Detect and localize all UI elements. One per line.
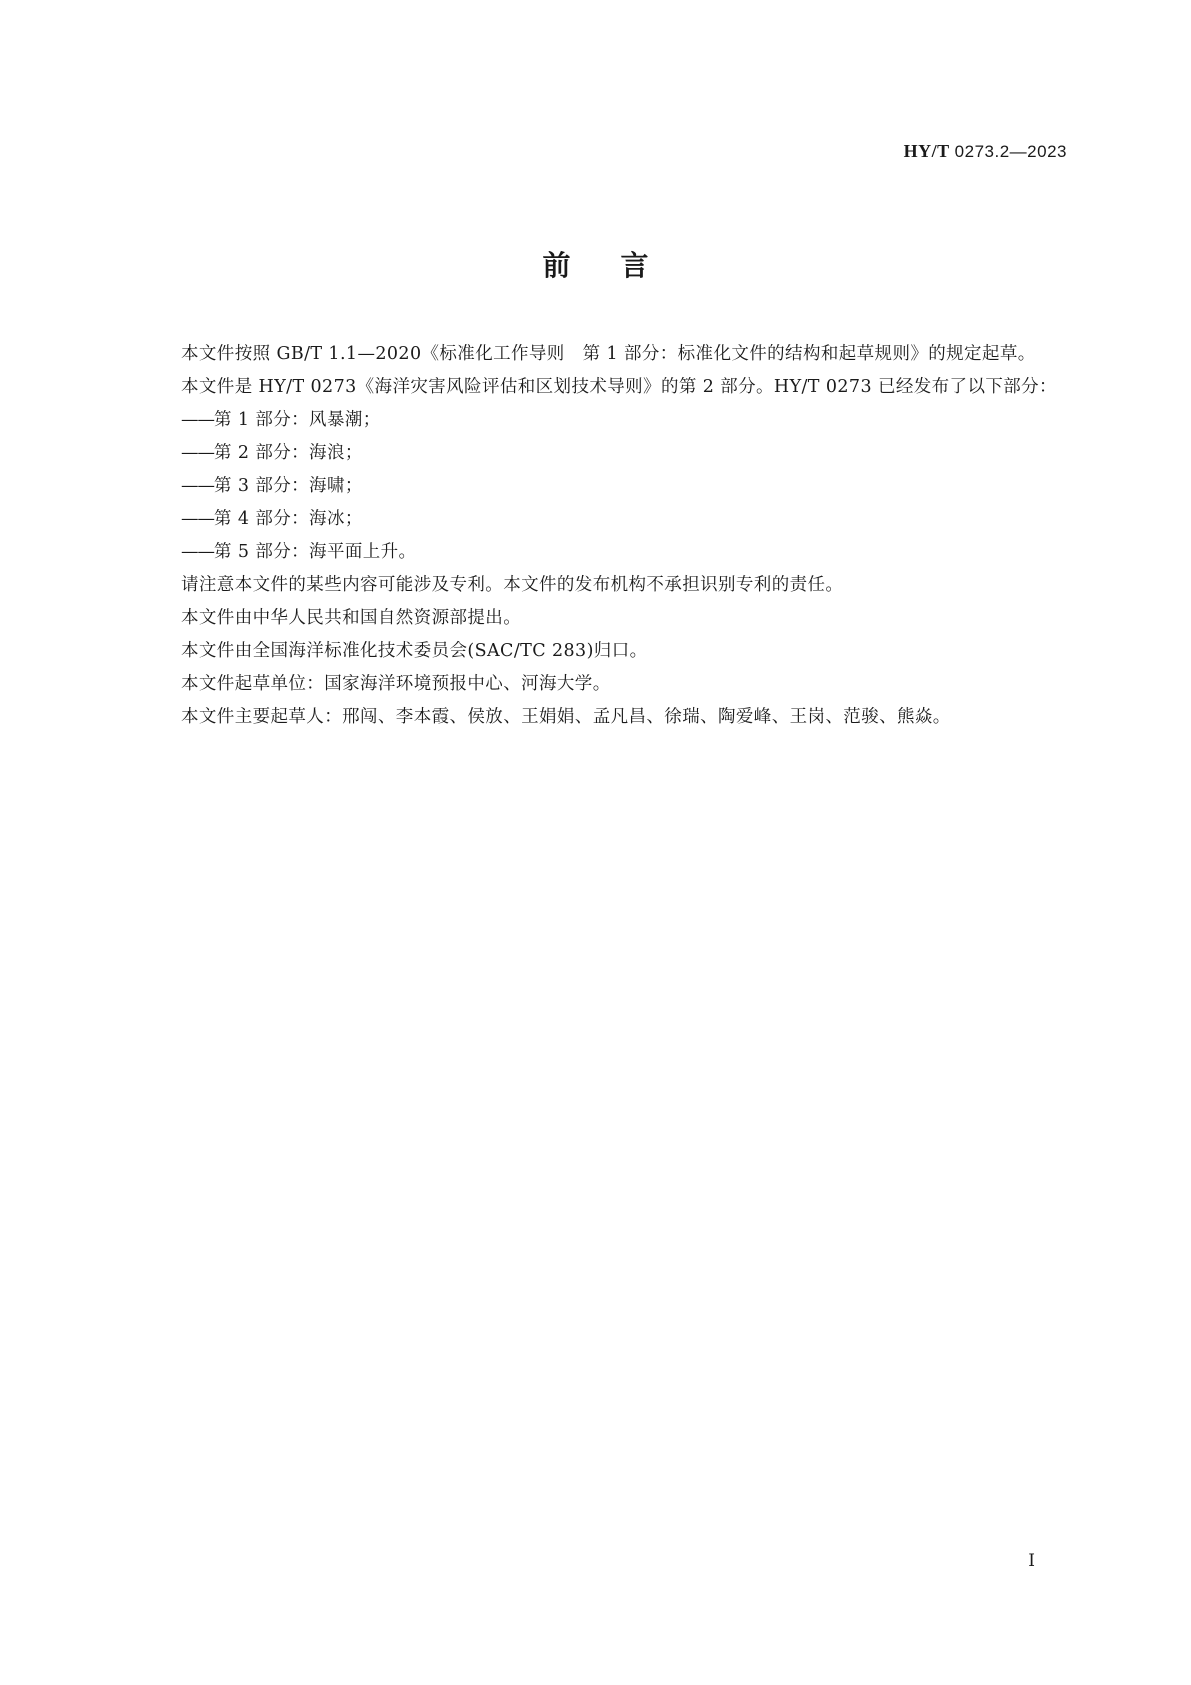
list-item-text: 第 1 部分：风暴潮； bbox=[214, 410, 381, 430]
list-dash: —— bbox=[181, 410, 214, 430]
list-dash: —— bbox=[181, 542, 214, 562]
paragraph-drafting-rules: 本文件按照 GB/T 1.1—2020《标准化工作导则 第 1 部分：标准化文件的结构和起草规则》的规定起草。 bbox=[181, 344, 1036, 364]
standard-code bbox=[904, 141, 1067, 162]
page-number: I bbox=[1028, 1551, 1035, 1571]
list-item-text: 第 2 部分：海浪； bbox=[214, 443, 363, 463]
list-item bbox=[146, 536, 1064, 569]
list-item bbox=[146, 404, 1064, 437]
paragraph-series-parts: 本文件是 HY/T 0273《海洋灾害风险评估和区划技术导则》的第 2 部分。HY/T 0273 已经发布了以下部分： bbox=[181, 377, 1057, 397]
list-dash: —— bbox=[181, 443, 214, 463]
list-item-text: 第 5 部分：海平面上升。 bbox=[214, 542, 417, 562]
list-item-text: 第 3 部分：海啸； bbox=[214, 476, 363, 496]
standard-number: 0273.2—2023 bbox=[954, 142, 1067, 161]
paragraph-patent-notice: 请注意本文件的某些内容可能涉及专利。本文件的发布机构不承担识别专利的责任。 bbox=[181, 575, 844, 595]
list-item bbox=[146, 470, 1064, 503]
standard-prefix: HY/T bbox=[903, 141, 950, 161]
page-title: 前言 bbox=[542, 249, 699, 282]
paragraph-drafters: 本文件主要起草人：邢闯、李本霞、侯放、王娟娟、孟凡昌、徐瑞、陶爱峰、王岗、范骏、熊焱。 bbox=[181, 707, 951, 727]
paragraph-drafting-units: 本文件起草单位：国家海洋环境预报中心、河海大学。 bbox=[181, 674, 611, 694]
list-item bbox=[146, 437, 1064, 470]
foreword-body bbox=[146, 338, 1064, 734]
list-dash: —— bbox=[181, 476, 214, 496]
list-item-text: 第 4 部分：海冰； bbox=[214, 509, 363, 529]
paragraph-administered-by: 本文件由全国海洋标准化技术委员会(SAC/TC 283)归口。 bbox=[181, 641, 648, 661]
paragraph-proposed-by: 本文件由中华人民共和国自然资源部提出。 bbox=[181, 608, 522, 628]
list-dash: —— bbox=[181, 509, 214, 529]
list-item bbox=[146, 503, 1064, 536]
